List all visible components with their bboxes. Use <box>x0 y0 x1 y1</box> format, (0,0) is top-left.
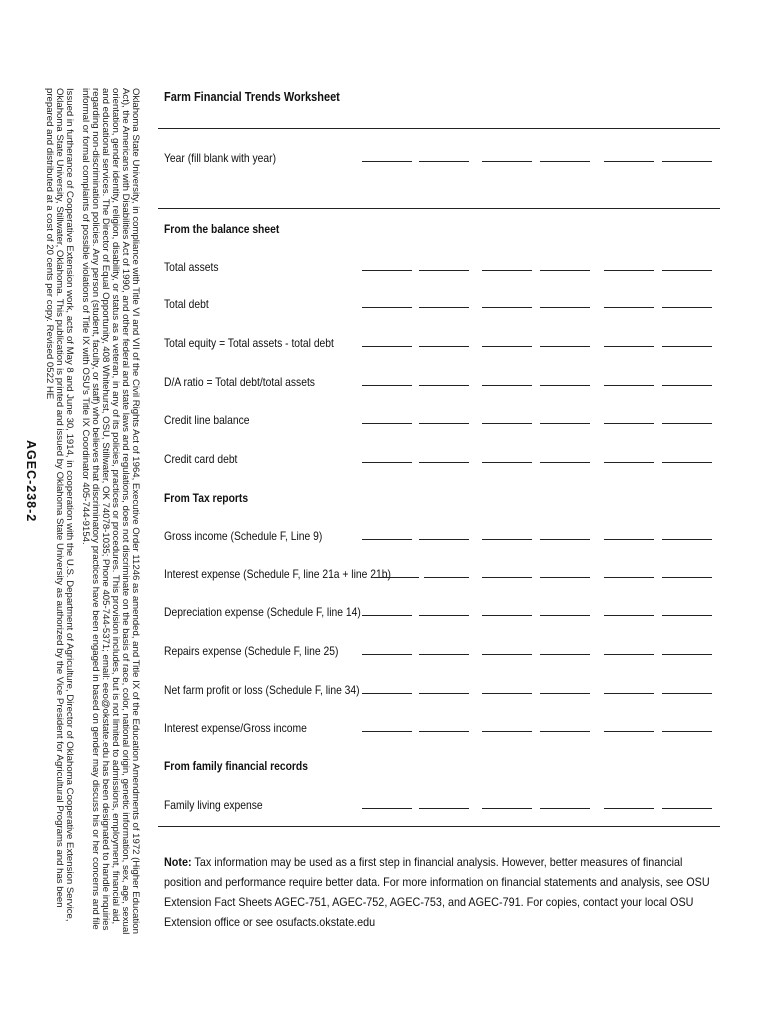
entry-blank[interactable] <box>362 539 412 540</box>
row-label: Depreciation expense (Schedule F, line 14) <box>164 605 361 619</box>
year-blank-6[interactable] <box>662 161 712 162</box>
entry-blank[interactable] <box>540 731 590 732</box>
entry-blank[interactable] <box>540 346 590 347</box>
entry-blank[interactable] <box>604 654 654 655</box>
row-interest-expense <box>164 567 720 585</box>
row-total-debt <box>164 297 720 315</box>
entry-blank[interactable] <box>540 385 590 386</box>
section-balance-sheet: From the balance sheet <box>164 222 280 236</box>
entry-blank[interactable] <box>362 307 412 308</box>
entry-blank[interactable] <box>362 462 412 463</box>
entry-blank[interactable] <box>662 808 712 809</box>
entry-blank[interactable] <box>540 693 590 694</box>
row-depreciation <box>164 605 720 623</box>
year-blanks <box>362 161 722 163</box>
entry-blank[interactable] <box>540 808 590 809</box>
entry-blank[interactable] <box>362 423 412 424</box>
year-blank-5[interactable] <box>604 161 654 162</box>
note-text: Tax information may be used as a first step in financial analysis. However, better measures of financial position and performance require better data. For more information on financial statements and analysis, see OSU Extension Fact Sheets AGEC-751, AGEC-752, AGEC-753, and AGEC-791. For copies, contact your local OSU Extension office or see osufacts.okstate.edu <box>164 855 710 929</box>
entry-blank[interactable] <box>604 385 654 386</box>
entry-blank[interactable] <box>482 346 532 347</box>
section-tax-reports: From Tax reports <box>164 491 249 505</box>
row-total-equity <box>164 336 720 354</box>
entry-blank[interactable] <box>362 270 412 271</box>
row-label: Total assets <box>164 260 219 274</box>
nondiscrimination-statement: Oklahoma State University, in compliance with Title VI and VII of the Civil Rights Act of 1964, Executive Order 11246 as amended, and Title IX of the Education Amendments of 1972 (Higher Education Act), the Americans with Disabilities Act of 1990, and other federal and state laws and regulations, does not discriminate on the basis of race, color, national origin, genetic information, sex, age, sexual orientation, gender identity, religion, disability, or status as a veteran, in any of its policies, practices or procedures. This provision includes, but is not limited to admissions, employment, financial aid, and educational services. The Director of Equal Opportunity, 408 Whitehurst, OSU, Stillwater, OK 74078-1035; Phone 405-744-5371; email: eeo@okstate.edu has been designated to handle inquiries regarding non-discrimination policies. Any person (student, faculty, or staff) who believes that discriminatory practices have been engaged in based on gender may discuss his or her concerns and file informal or formal complaints of possible violations of Title IX with OSU's Title IX Coordinator 405-744-9154. <box>80 88 141 935</box>
entry-blank[interactable] <box>540 307 590 308</box>
entry-blank[interactable] <box>604 731 654 732</box>
entry-blank[interactable] <box>604 577 654 578</box>
entry-blank[interactable] <box>419 693 469 694</box>
note-label: Note: <box>164 855 192 869</box>
entry-blank[interactable] <box>419 654 469 655</box>
entry-blank[interactable] <box>482 615 532 616</box>
row-net-farm-profit <box>164 683 720 701</box>
entry-blank[interactable] <box>419 270 469 271</box>
entry-blank[interactable] <box>604 693 654 694</box>
publication-code-strip <box>14 0 38 850</box>
row-credit-line <box>164 413 720 431</box>
worksheet-title: Farm Financial Trends Worksheet <box>164 90 340 104</box>
entry-blank[interactable] <box>662 654 712 655</box>
entry-blank[interactable] <box>604 615 654 616</box>
entry-blank[interactable] <box>362 346 412 347</box>
entry-blank[interactable] <box>662 270 712 271</box>
entry-blank[interactable] <box>604 270 654 271</box>
entry-blank[interactable] <box>482 731 532 732</box>
entry-blank[interactable] <box>662 385 712 386</box>
row-gross-income <box>164 529 720 547</box>
entry-blank[interactable] <box>540 270 590 271</box>
entry-blank[interactable] <box>482 462 532 463</box>
row-total-assets <box>164 260 720 278</box>
section-family-records: From family financial records <box>164 759 308 773</box>
entry-blank[interactable] <box>482 539 532 540</box>
entry-blank[interactable] <box>662 539 712 540</box>
year-blank-3[interactable] <box>482 161 532 162</box>
row-label: Credit card debt <box>164 452 238 466</box>
entry-blank[interactable] <box>662 423 712 424</box>
entry-blank[interactable] <box>540 654 590 655</box>
row-label: Credit line balance <box>164 413 250 427</box>
entry-blank[interactable] <box>482 270 532 271</box>
entry-blank[interactable] <box>419 808 469 809</box>
entry-blank[interactable] <box>424 577 469 578</box>
entry-blank[interactable] <box>419 346 469 347</box>
row-family-living <box>164 798 720 816</box>
issuance-statement: Issued in furtherance of Cooperative Extension work, acts of May 8 and June 30, 1914, in cooperation with the U.S. Department of Agriculture, Director of Oklahoma Cooperative Extension Service, Oklahoma State University, Stillwater, Oklahoma. This publication is printed and issued by Oklahoma State University as authorized by the Vice President for Agricultural Programs and has been prepared and distributed at a cost of 20 cents per copy. Revised 0522 HE <box>44 88 75 922</box>
row-da-ratio <box>164 375 720 393</box>
row-credit-card <box>164 452 720 470</box>
entry-blank[interactable] <box>362 731 412 732</box>
entry-blank[interactable] <box>419 423 469 424</box>
row-label: Interest expense/Gross income <box>164 721 307 735</box>
row-label: Interest expense (Schedule F, line 21a + line 21b) <box>164 567 391 581</box>
entry-blank[interactable] <box>374 577 419 578</box>
entry-blank[interactable] <box>540 462 590 463</box>
row-label: Total equity = Total assets - total debt <box>164 336 334 350</box>
entry-blank[interactable] <box>419 462 469 463</box>
entry-blank[interactable] <box>662 462 712 463</box>
entry-blank[interactable] <box>482 307 532 308</box>
year-blank-1[interactable] <box>362 161 412 162</box>
entry-blank[interactable] <box>419 539 469 540</box>
entry-blank[interactable] <box>362 654 412 655</box>
row-label: Gross income (Schedule F, Line 9) <box>164 529 323 543</box>
row-label: Repairs expense (Schedule F, line 25) <box>164 644 339 658</box>
publication-code: AGEC-238-2 <box>24 440 38 523</box>
entry-blank[interactable] <box>482 654 532 655</box>
entry-blank[interactable] <box>362 615 412 616</box>
entry-blank[interactable] <box>662 693 712 694</box>
divider-rule-1 <box>158 208 720 209</box>
entry-blank[interactable] <box>419 385 469 386</box>
entry-blank[interactable] <box>362 385 412 386</box>
row-label: Total debt <box>164 297 209 311</box>
entry-blank[interactable] <box>540 615 590 616</box>
entry-blank[interactable] <box>419 615 469 616</box>
row-label: Net farm profit or loss (Schedule F, line 34) <box>164 683 360 697</box>
entry-blank[interactable] <box>662 307 712 308</box>
year-blank-2[interactable] <box>419 161 469 162</box>
row-label: Family living expense <box>164 798 263 812</box>
row-interest-gross-income <box>164 721 720 739</box>
entry-blank[interactable] <box>482 577 532 578</box>
entry-blank[interactable] <box>662 577 712 578</box>
entry-blank[interactable] <box>540 577 590 578</box>
entry-blank[interactable] <box>662 731 712 732</box>
legal-text-block <box>38 88 140 938</box>
entry-blank[interactable] <box>362 693 412 694</box>
entry-blank[interactable] <box>419 307 469 308</box>
entry-blank[interactable] <box>482 808 532 809</box>
row-repairs <box>164 644 720 662</box>
entry-blank[interactable] <box>604 539 654 540</box>
year-blank-4[interactable] <box>540 161 590 162</box>
entry-blank[interactable] <box>604 307 654 308</box>
entry-blank[interactable] <box>604 346 654 347</box>
entry-blank[interactable] <box>482 693 532 694</box>
entry-blank[interactable] <box>540 423 590 424</box>
legal-sidebar <box>44 88 141 938</box>
note-paragraph <box>164 852 713 932</box>
entry-blank[interactable] <box>604 423 654 424</box>
entry-blank[interactable] <box>662 615 712 616</box>
year-row <box>164 151 720 169</box>
entry-blank[interactable] <box>482 385 532 386</box>
top-rule <box>158 128 720 129</box>
row-label: D/A ratio = Total debt/total assets <box>164 375 315 389</box>
entry-blank[interactable] <box>362 808 412 809</box>
entry-blank[interactable] <box>482 423 532 424</box>
entry-blank[interactable] <box>540 539 590 540</box>
entry-blank[interactable] <box>604 462 654 463</box>
entry-blank[interactable] <box>662 346 712 347</box>
entry-blank[interactable] <box>604 808 654 809</box>
bottom-rule <box>158 826 720 827</box>
entry-blank[interactable] <box>419 731 469 732</box>
year-label: Year (fill blank with year) <box>164 151 277 165</box>
